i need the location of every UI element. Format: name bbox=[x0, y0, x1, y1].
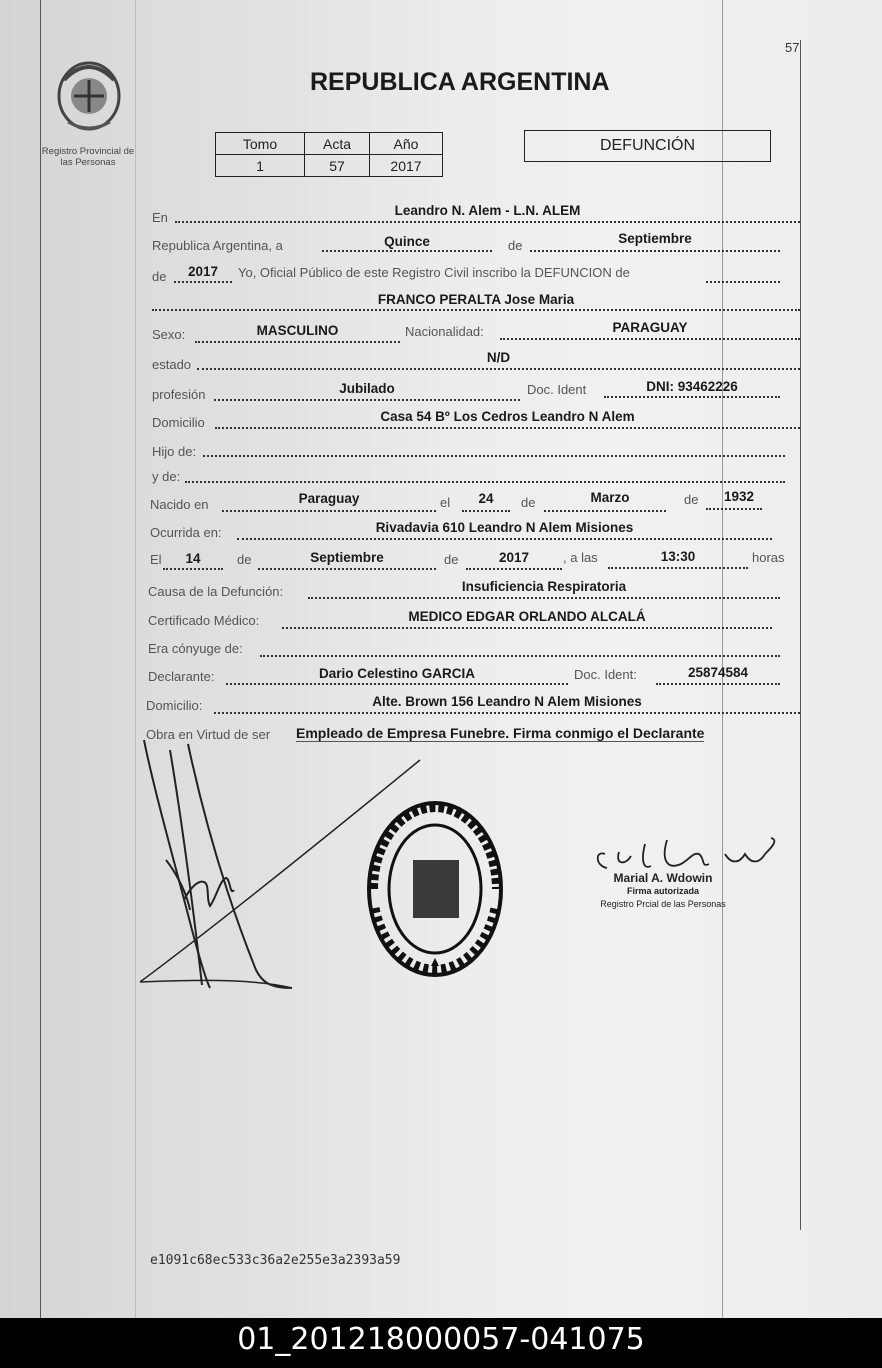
label-de-1: de bbox=[508, 238, 523, 253]
field-basis: Empleado de Empresa Funebre. Firma conmigo el Declarante bbox=[296, 725, 705, 741]
field-birth-year: 1932 bbox=[723, 489, 755, 504]
field-sex: MASCULINO bbox=[256, 323, 339, 338]
field-place: Leandro N. Alem - L.N. ALEM bbox=[394, 203, 581, 218]
field-birth-day: 24 bbox=[478, 491, 494, 506]
registry-name bbox=[32, 146, 144, 168]
label-domicilio-2: Domicilio: bbox=[146, 698, 203, 713]
field-year: 2017 bbox=[187, 264, 219, 279]
label-de-4: de bbox=[684, 492, 699, 507]
label-de-5: de bbox=[237, 552, 252, 567]
label-profesion: profesión bbox=[152, 387, 206, 402]
fold-line bbox=[135, 0, 136, 1318]
field-declarant-doc: 25874584 bbox=[687, 665, 749, 680]
field-death-time: 13:30 bbox=[660, 549, 696, 564]
margin-line-left bbox=[40, 0, 41, 1318]
label-sexo: Sexo: bbox=[152, 327, 186, 342]
label-nacido-en: Nacido en bbox=[150, 497, 209, 512]
field-address: Casa 54 Bº Los Cedros Leandro N Alem bbox=[380, 409, 635, 424]
provincial-coat-of-arms-icon bbox=[50, 50, 128, 134]
field-death-year: 2017 bbox=[498, 550, 530, 565]
label-de-2: de bbox=[152, 269, 167, 284]
label-domicilio: Domicilio bbox=[152, 415, 205, 430]
label-de-3: de bbox=[521, 495, 536, 510]
value-anio: 2017 bbox=[370, 155, 443, 177]
official-office: Registro Prcial de las Personas bbox=[600, 899, 726, 909]
act-type-box: DEFUNCIÓN bbox=[524, 130, 771, 162]
header-tomo: Tomo bbox=[216, 133, 305, 155]
label-obra: Obra en Virtud de ser bbox=[146, 727, 271, 742]
record-table-header bbox=[216, 133, 443, 155]
label-de-6: de bbox=[444, 552, 459, 567]
document-id-caption: 01_201218000057-041075 bbox=[237, 1322, 645, 1357]
label-en: En bbox=[152, 210, 168, 225]
registry-line-2: las Personas bbox=[60, 157, 116, 168]
page-title: REPUBLICA ARGENTINA bbox=[310, 68, 610, 96]
label-causa: Causa de la Defunción: bbox=[148, 584, 284, 599]
field-place-of-death: Rivadavia 610 Leandro N Alem Misiones bbox=[375, 520, 634, 535]
value-acta: 57 bbox=[305, 155, 370, 177]
label-doc-ident-2: Doc. Ident: bbox=[574, 667, 637, 682]
field-marital-status: N/D bbox=[486, 350, 511, 365]
label-el-2: El bbox=[150, 552, 162, 567]
record-table-values bbox=[216, 155, 443, 177]
page-number: 57 bbox=[785, 40, 800, 55]
label-conyuge: Era cónyuge de: bbox=[148, 641, 243, 656]
field-declarant-address: Alte. Brown 156 Leandro N Alem Misiones bbox=[372, 694, 642, 709]
field-nationality: PARAGUAY bbox=[612, 320, 688, 335]
field-birth-month: Marzo bbox=[590, 490, 630, 505]
field-medical-certificate: MEDICO EDGAR ORLANDO ALCALÁ bbox=[408, 609, 646, 624]
field-death-month: Septiembre bbox=[310, 550, 384, 565]
label-nacionalidad: Nacionalidad: bbox=[405, 324, 484, 339]
margin-line-right bbox=[722, 0, 723, 1318]
label-a-las: , a las bbox=[563, 550, 598, 565]
label-el: el bbox=[440, 495, 451, 510]
header-acta: Acta bbox=[305, 133, 370, 155]
label-republica: Republica Argentina, a bbox=[152, 238, 283, 253]
border-line-right bbox=[800, 40, 801, 1230]
field-declarant-name: Dario Celestino GARCIA bbox=[318, 666, 476, 681]
label-hijo-de: Hijo de: bbox=[152, 444, 197, 459]
registry-seal-icon bbox=[365, 798, 505, 980]
field-death-day: 14 bbox=[185, 551, 201, 566]
label-doc-ident: Doc. Ident bbox=[527, 382, 587, 397]
official-name: Marial A. Wdowin bbox=[613, 871, 713, 885]
document-hash: e1091c68ec533c36a2e255e3a2393a59 bbox=[150, 1253, 401, 1268]
label-certificado: Certificado Médico: bbox=[148, 613, 260, 628]
label-oficial: Yo, Oficial Público de este Registro Civil inscribo la DEFUNCION de bbox=[238, 265, 630, 280]
field-deceased-name: FRANCO PERALTA Jose Maria bbox=[377, 292, 575, 307]
label-horas: horas bbox=[752, 550, 785, 565]
field-month: Septiembre bbox=[618, 231, 692, 246]
value-tomo: 1 bbox=[216, 155, 305, 177]
label-y-de: y de: bbox=[152, 469, 181, 484]
field-day: Quince bbox=[384, 234, 430, 249]
record-table bbox=[215, 132, 443, 177]
official-role: Firma autorizada bbox=[626, 886, 700, 896]
field-cause-of-death: Insuficiencia Respiratoria bbox=[461, 579, 627, 594]
official-stamp bbox=[578, 872, 748, 911]
field-profession: Jubilado bbox=[339, 381, 395, 396]
field-birthplace: Paraguay bbox=[298, 491, 360, 506]
registry-line-1: Registro Provincial de bbox=[41, 146, 135, 157]
label-declarante: Declarante: bbox=[148, 669, 215, 684]
header-anio: Año bbox=[370, 133, 443, 155]
label-ocurrida-en: Ocurrida en: bbox=[150, 525, 222, 540]
label-estado: estado bbox=[152, 357, 192, 372]
field-dni: DNI: 93462226 bbox=[646, 379, 738, 394]
